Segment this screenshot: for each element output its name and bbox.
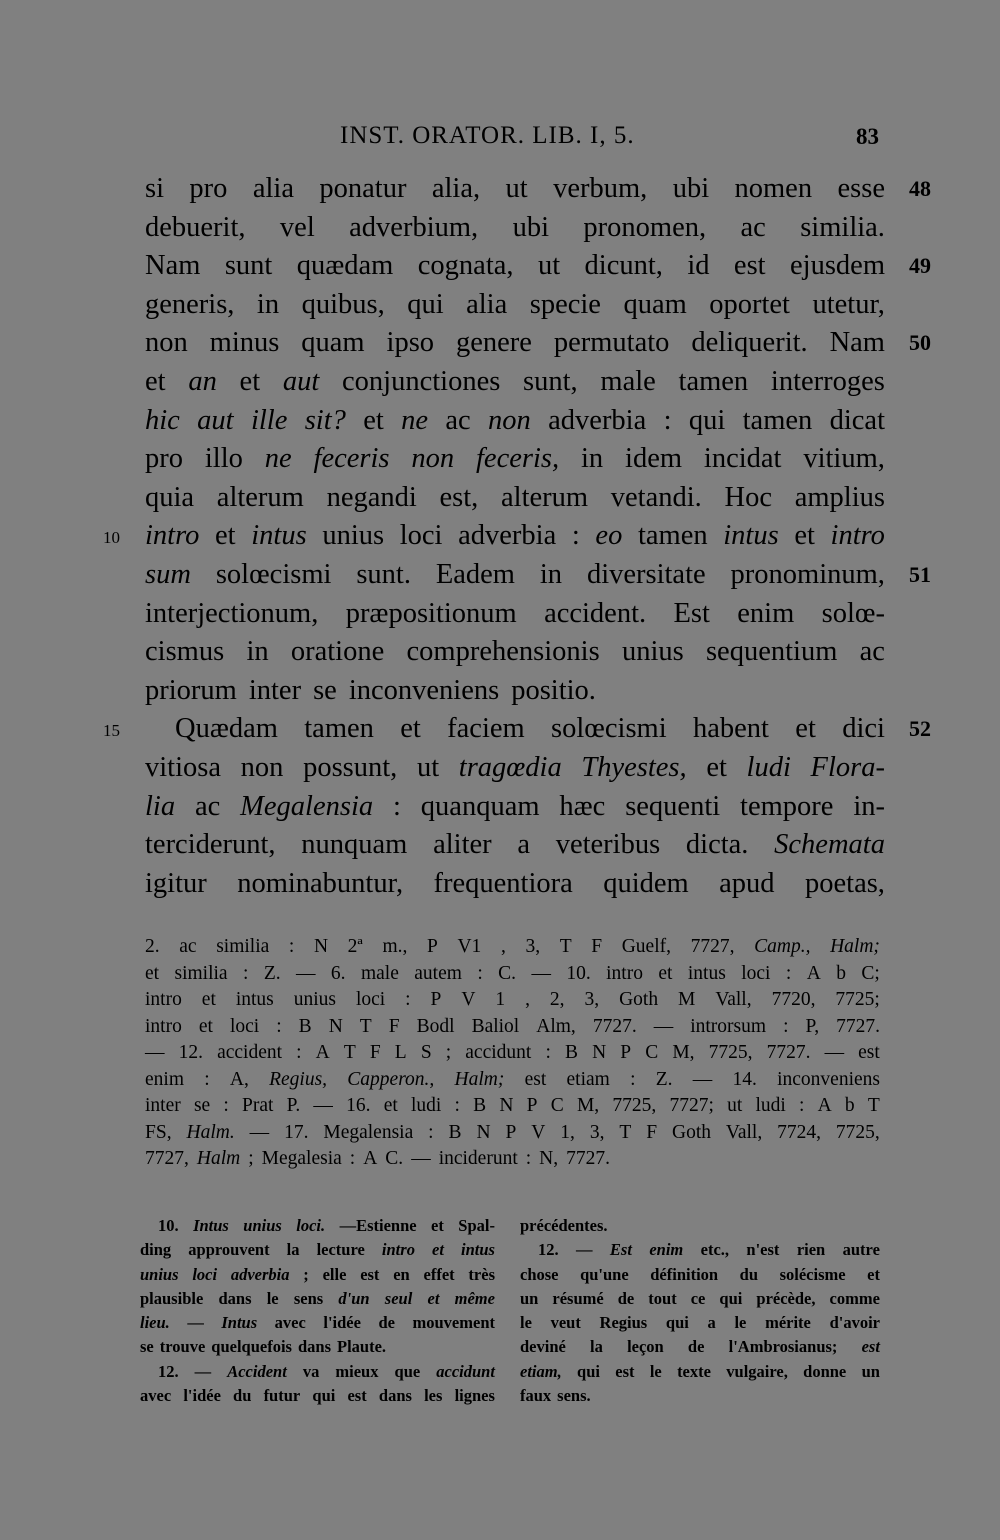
note-line: etiam, qui est le texte vulgaire, donne un xyxy=(520,1361,880,1381)
text-line: intro et intus unius loci adverbia : eo tamen intus et intro 10 xyxy=(145,517,885,556)
text-line: et an et aut conjunctiones sunt, male tamen interroges xyxy=(145,365,885,397)
note-line: un résumé de tout ce qui précède, comme xyxy=(520,1288,880,1308)
note-line: avec l'idée du futur qui est dans les lignes xyxy=(140,1386,495,1406)
text-line: igitur nominabuntur, frequentiora quidem apud poetas, xyxy=(145,867,885,899)
note-line: deviné la leçon de l'Ambrosianus; est xyxy=(520,1337,880,1357)
text-line: terciderunt, nunquam aliter a veteribus dicta. Schemata xyxy=(145,829,885,861)
text-line: quia alterum negandi est, alterum vetandi. Hoc amplius xyxy=(145,481,885,513)
note-line: faux sens. xyxy=(520,1386,591,1406)
apparatus-line: FS, Halm. — 17. Megalensia : B N P V 1, 3, T F Goth Vall, 7724, 7725, xyxy=(145,1121,880,1143)
paragraph-number: 50 xyxy=(909,330,931,356)
apparatus-line: 2. ac similia : N 2ª m., P V1 , 3, T F Guelf, 7727, Camp., Halm; xyxy=(145,936,880,957)
paragraph-number: 51 xyxy=(909,561,931,587)
note-line: chose qu'une définition du solécisme et xyxy=(520,1264,880,1284)
note-line: unius loci adverbia ; elle est en effet très xyxy=(140,1264,495,1284)
text-line: si pro alia ponatur alia, ut verbum, ubi nomen esse 48 xyxy=(145,170,885,209)
apparatus-line: inter se : Prat P. — 16. et ludi : B N P C M, 7725, 7727; ut ludi : A b T xyxy=(145,1095,880,1116)
note-line: précédentes. xyxy=(520,1216,608,1235)
apparatus-line: intro et intus unius loci : P V 1 , 2, 3, Goth M Vall, 7720, 7725; xyxy=(145,989,880,1010)
note-line: 10. Intus unius loci. —Estienne et Spal- xyxy=(158,1216,495,1235)
line-number: 10 xyxy=(103,528,120,548)
note-line: lieu. — Intus avec l'idée de mouvement xyxy=(140,1313,495,1333)
text-line: lia ac Megalensia : quanquam hæc sequenti tempore in- xyxy=(145,790,885,822)
text-line: pro illo ne feceris non feceris, in idem incidat vitium, xyxy=(145,443,885,475)
paragraph-number: 49 xyxy=(909,253,931,279)
note-line: se trouve quelquefois dans Plaute. xyxy=(140,1337,387,1357)
apparatus-line: — 12. accident : A T F L S ; accidunt : B N P C M, 7725, 7727. — est xyxy=(145,1042,880,1063)
note-line: ding approuvent la lecture intro et intus xyxy=(140,1240,495,1260)
text-line: priorum inter se inconveniens positio. xyxy=(145,674,596,706)
text-line: interjectionum, præpositionum accident. Est enim solœ- xyxy=(145,597,885,629)
note-line: plausible dans le sens d'un seul et même xyxy=(140,1288,495,1308)
text-line: sum solœcismi sunt. Eadem in diversitate pronominum, 51 xyxy=(145,556,885,595)
note-line: 12. — Accident va mieux que accidunt xyxy=(158,1361,495,1381)
critical-apparatus xyxy=(145,934,880,1173)
line-number: 15 xyxy=(103,721,120,741)
text-line: hic aut ille sit? et ne ac non adverbia : qui tamen dicat xyxy=(145,404,885,436)
footnotes-left-column xyxy=(140,1214,495,1408)
text-line: cismus in oratione comprehensionis unius sequentium ac xyxy=(145,636,885,668)
note-line: 12. — Est enim etc., n'est rien autre xyxy=(538,1240,880,1260)
footnotes-right-column xyxy=(520,1214,880,1408)
apparatus-line: intro et loci : B N T F Bodl Baliol Alm, 7727. — introrsum : P, 7727. xyxy=(145,1015,880,1037)
text-line: vitiosa non possunt, ut tragœdia Thyestes, et ludi Flora- xyxy=(145,751,885,783)
text-line: non minus quam ipso genere permutato deliquerit. Nam 50 xyxy=(145,324,885,363)
running-header xyxy=(0,122,1000,158)
page-number: 83 xyxy=(856,124,879,149)
text-line: Quædam tamen et faciem solœcismi habent et dici 52 15 xyxy=(145,710,885,749)
apparatus-line: 7727, Halm ; Megalesia : A C. — inciderunt : N, 7727. xyxy=(145,1148,611,1169)
running-title: INST. ORATOR. LIB. I, 5. xyxy=(340,122,635,149)
main-latin-text xyxy=(103,170,931,903)
note-line: le veut Regius qui a le mérite d'avoir xyxy=(520,1313,880,1333)
paragraph-number: 48 xyxy=(909,176,931,201)
text-line: generis, in quibus, qui alia specie quam oportet utetur, xyxy=(145,288,885,320)
paragraph-number: 52 xyxy=(909,716,931,742)
text-line: debuerit, vel adverbium, ubi pronomen, ac similia. xyxy=(145,211,885,243)
apparatus-line: et similia : Z. — 6. male autem : C. — 10. intro et intus loci : A b C; xyxy=(145,962,880,984)
apparatus-line: enim : A, Regius, Capperon., Halm; est etiam : Z. — 14. inconveniens xyxy=(145,1068,880,1090)
text-line: Nam sunt quædam cognata, ut dicunt, id est ejusdem 49 xyxy=(145,247,885,286)
